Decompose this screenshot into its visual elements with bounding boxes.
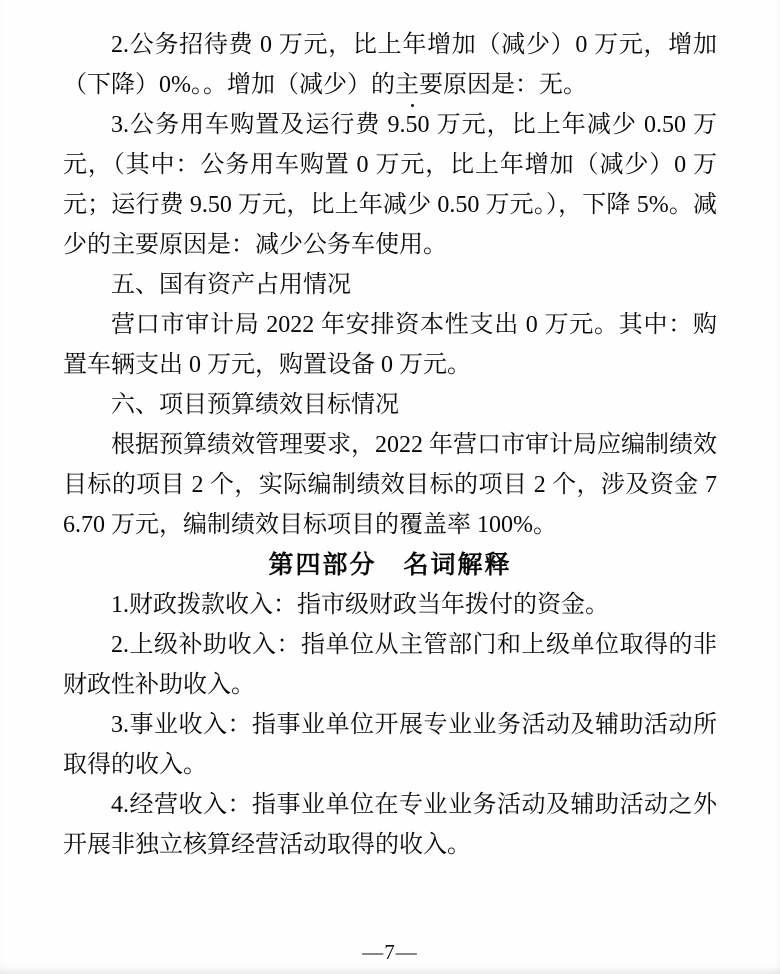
page-number: —7— <box>362 940 418 964</box>
part-title-terminology: 第四部分 名词解释 <box>268 551 512 579</box>
document-body <box>63 25 717 865</box>
definition-business-operation-income: 4.经营收入：指事业单位在专业业务活动及辅助活动之外开展非独立核算经营活动取得的收入。 <box>63 792 717 858</box>
section-heading-state-assets: 五、国有资产占用情况 <box>111 272 351 298</box>
section-heading-performance-targets: 六、项目预算绩效目标情况 <box>111 392 399 418</box>
paragraph-performance-targets-detail: 根据预算绩效管理要求，2022 年营口市审计局应编制绩效目标的项目 2 个，实际编制绩效目标的项目 2 个，涉及资金 76.70 万元，编制绩效目标项目的覆盖率 100%。 <box>63 432 717 538</box>
scan-artifact-dot <box>411 104 414 107</box>
paragraph-official-reception-expense: 2.公务招待费 0 万元，比上年增加（减少）0 万元，增加（下降）0%。。增加（减少）的主要原因是：无。 <box>63 32 717 98</box>
paragraph-official-vehicle-expense: 3.公务用车购置及运行费 9.50 万元，比上年减少 0.50 万元，（其中：公务用车购置 0 万元，比上年增加（减少）0 万元；运行费 9.50 万元，比上年减少 0.50 万元。），下降 5%。减少的主要原因是：减少公务车使用。 <box>63 112 717 258</box>
paragraph-capital-expenditure: 营口市审计局 2022 年安排资本性支出 0 万元。其中：购置车辆支出 0 万元，购置设备 0 万元。 <box>63 312 717 378</box>
definition-fiscal-appropriation-income: 1.财政拨款收入：指市级财政当年拨付的资金。 <box>111 592 609 618</box>
page-footer <box>0 940 780 965</box>
definition-institutional-income: 3.事业收入：指事业单位开展专业业务活动及辅助活动所取得的收入。 <box>63 712 717 778</box>
definition-superior-subsidy-income: 2.上级补助收入：指单位从主管部门和上级单位取得的非财政性补助收入。 <box>63 632 717 698</box>
